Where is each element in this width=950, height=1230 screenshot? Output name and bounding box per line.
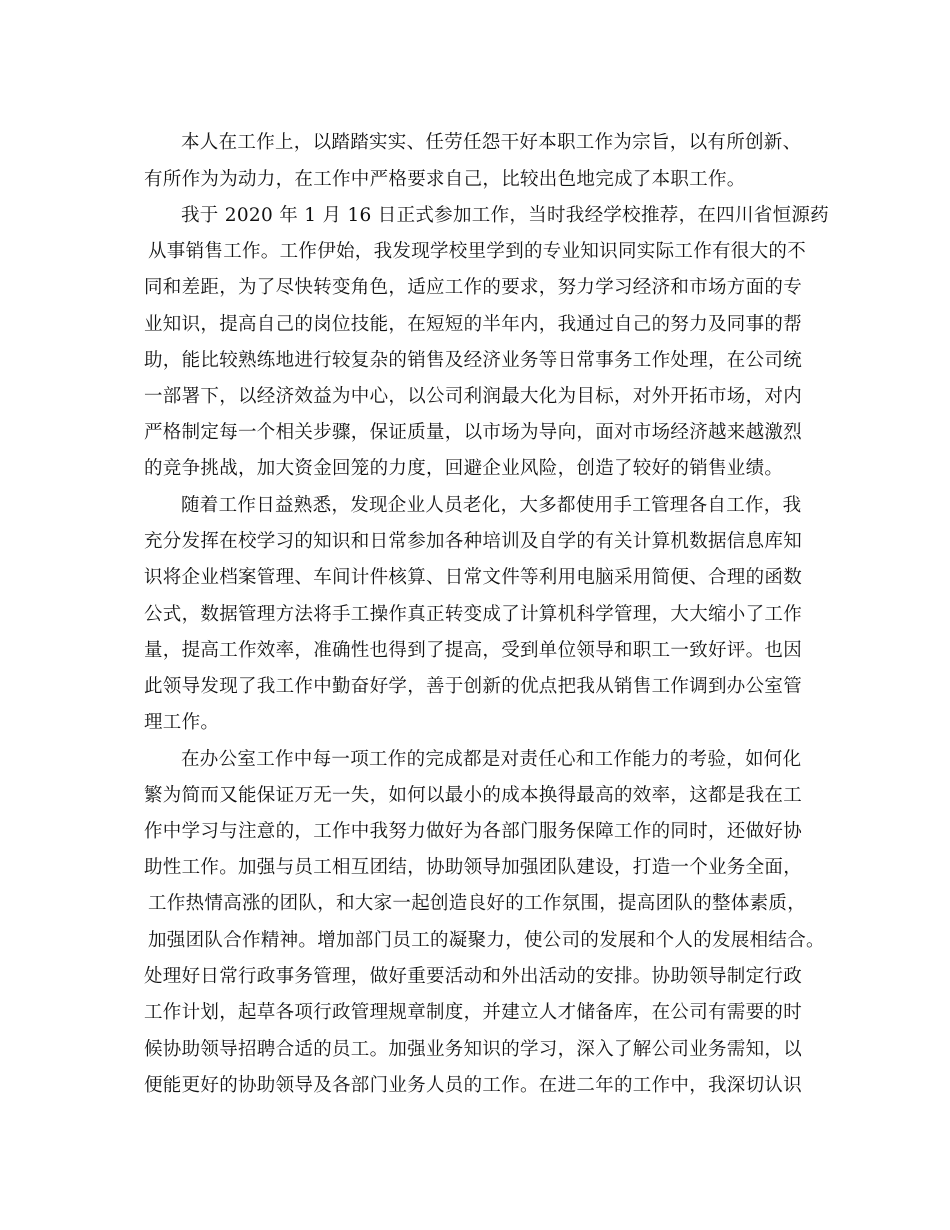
text-line: 工作热情高涨的团队，和大家一起创造良好的工作氛围，提高团队的整体素质，	[148, 893, 807, 914]
text-line: 一部署下，以经济效益为中心，以公司利润最大化为目标，对外开拓市场，对内	[144, 386, 803, 407]
text-line: 加强团队合作精神。增加部门员工的凝聚力，使公司的发展和个人的发展相结合。	[148, 930, 825, 951]
text-line: 有所作为为动力，在工作中严格要求自己，比较出色地完成了本职工作。	[144, 169, 746, 190]
text-line: 工作计划，起草各项行政管理规章制度，并建立人才储备库，在公司有需要的时	[144, 1002, 803, 1023]
text-line: 候协助领导招聘合适的员工。加强业务知识的学习，深入了解公司业务需知，以	[144, 1039, 803, 1060]
text-line: 严格制定每一个相关步骤，保证质量，以市场为导向，面对市场经济越来越激烈	[144, 422, 803, 443]
text-line: 便能更好的协助领导及各部门业务人员的工作。在进二年的工作中，我深切认识	[144, 1075, 803, 1096]
text-line: 业知识，提高自己的岗位技能，在短短的半年内，我通过自己的努力及同事的帮	[144, 314, 803, 335]
text-line: 充分发挥在校学习的知识和日常参加各种培训及自学的有关计算机数据信息库知	[144, 531, 803, 552]
text-line: 繁为简而又能保证万无一失，如何以最小的成本换得最高的效率，这都是我在工	[144, 785, 803, 806]
text-line: 公式，数据管理方法将手工操作真正转变成了计算机科学管理，大大缩小了工作	[144, 604, 803, 625]
text-line: 从事销售工作。工作伊始，我发现学校里学到的专业知识同实际工作有很大的不	[148, 241, 807, 262]
text-line: 理工作。	[144, 712, 220, 733]
text-line: 识将企业档案管理、车间计件核算、日常文件等利用电脑采用简便、合理的函数	[144, 567, 803, 588]
text-line: 量，提高工作效率，准确性也得到了提高，受到单位领导和职工一致好评。也因	[144, 640, 803, 661]
text-line: 助性工作。加强与员工相互团结，协助领导加强团队建设，打造一个业务全面，	[144, 857, 803, 878]
text-line: 在办公室工作中每一项工作的完成都是对责任心和工作能力的考验，如何化	[181, 749, 802, 770]
text-line: 我于 2020 年 1 月 16 日正式参加工作，当时我经学校推荐，在四川省恒源药	[181, 205, 829, 226]
text-line: 此领导发现了我工作中勤奋好学，善于创新的优点把我从销售工作调到办公室管	[144, 676, 803, 697]
text-line: 本人在工作上，以踏踏实实、任劳任怨干好本职工作为宗旨，以有所创新、	[181, 132, 802, 153]
text-line: 作中学习与注意的，工作中我努力做好为各部门服务保障工作的同时，还做好协	[144, 821, 803, 842]
text-line: 的竞争挑战，加大资金回笼的力度，回避企业风险，创造了较好的销售业绩。	[144, 458, 784, 479]
text-line: 随着工作日益熟悉，发现企业人员老化，大多都使用手工管理各自工作，我	[181, 495, 802, 516]
text-line: 处理好日常行政事务管理，做好重要活动和外出活动的安排。协助领导制定行政	[144, 966, 803, 987]
text-line: 助，能比较熟练地进行较复杂的销售及经济业务等日常事务工作处理，在公司统	[144, 350, 803, 371]
text-line: 同和差距，为了尽快转变角色，适应工作的要求，努力学习经济和市场方面的专	[144, 277, 803, 298]
